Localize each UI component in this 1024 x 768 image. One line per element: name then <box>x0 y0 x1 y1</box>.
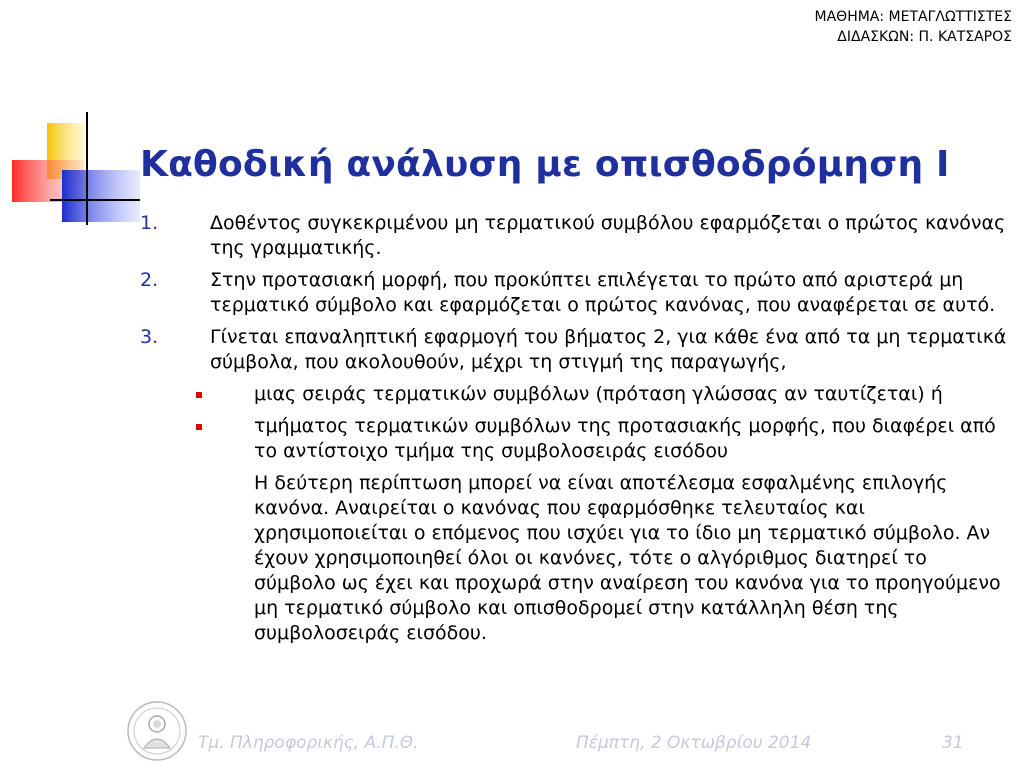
course-label: ΜΑΘΗΜΑ: ΜΕΤΑΓΛΩΤΤΙΣΤΕΣ <box>814 9 1012 25</box>
instructor-label: ΔΙΔΑΣΚΩΝ: Π. ΚΑΤΣΑΡΟΣ <box>837 29 1012 45</box>
footer-department: Τμ. Πληροφορικής, Α.Π.Θ. <box>198 733 419 753</box>
slide-header <box>815 7 1012 47</box>
slide-title: Καθοδική ανάλυση με οπισθοδρόμηση Ι <box>140 144 950 185</box>
square-bullet-icon <box>192 382 254 407</box>
item-number: 3. <box>140 326 159 348</box>
item-text: Στην προτασιακή μορφή, που προκύπτει επιλέγεται το πρώτο από αριστερά μη τερματικό σύμβολο και εφαρμόζεται ο πρώτος κανόνας, που αναφέρεται σε αυτό. <box>210 269 996 316</box>
list-item <box>140 325 1010 375</box>
sub-list-item <box>192 382 1010 407</box>
slide-footer <box>0 733 1024 757</box>
sub-item-text: τμήματος τερματικών συμβόλων της προτασιακής μορφής, που διαφέρει από το αντίστοιχο τμήμα της συμβολοσειράς εισόδου <box>254 415 996 462</box>
item-text: Δοθέντος συγκεκριμένου μη τερματικού συμβόλου εφαρμόζεται ο πρώτος κανόνας της γραμματικής. <box>210 212 1006 259</box>
list-item <box>140 211 1010 261</box>
square-bullet-icon <box>192 414 254 464</box>
item-text: Γίνεται επαναληπτική εφαρμογή του βήματος 2, για κάθε ένα από τα μη τερματικά σύμβολα, που ακολουθούν, μέχρι τη στιγμή της παραγωγής, <box>210 326 1007 373</box>
sub-list-item <box>192 414 1010 464</box>
item-number: 2. <box>140 269 159 291</box>
explanation-paragraph: Η δεύτερη περίπτωση μπορεί να είναι αποτέλεσμα εσφαλμένης επιλογής κανόνα. Αναιρείται ο κανόνας που εφαρμόσθηκε τελευταίος και χρησιμοποιείται ο επόμενος που ισχύει για το ίδιο μη τερματικό σύμβολο. Αν έχουν χρησιμοποιηθεί όλοι οι κανόνες, τότε ο αλγόριθμος διατηρεί το σύμβολο ως έχει και προχωρά στην αναίρεση του κανόνα για το προηγούμενο μη τερματικό σύμβολο και οπισθοδρομεί στην κατάλληλη θέση της συμβολοσειράς εισόδου. <box>254 472 1001 644</box>
item-number: 1. <box>140 212 159 234</box>
footer-date: Πέμπτη, 2 Οκτωβρίου 2014 <box>576 733 812 753</box>
sub-item-text: μιας σειράς τερματικών συμβόλων (πρόταση γλώσσας αν ταυτίζεται) ή <box>254 383 943 405</box>
list-item <box>140 268 1010 318</box>
page-number: 31 <box>942 733 964 753</box>
decorative-squares <box>0 0 200 240</box>
content-list <box>140 211 1010 646</box>
